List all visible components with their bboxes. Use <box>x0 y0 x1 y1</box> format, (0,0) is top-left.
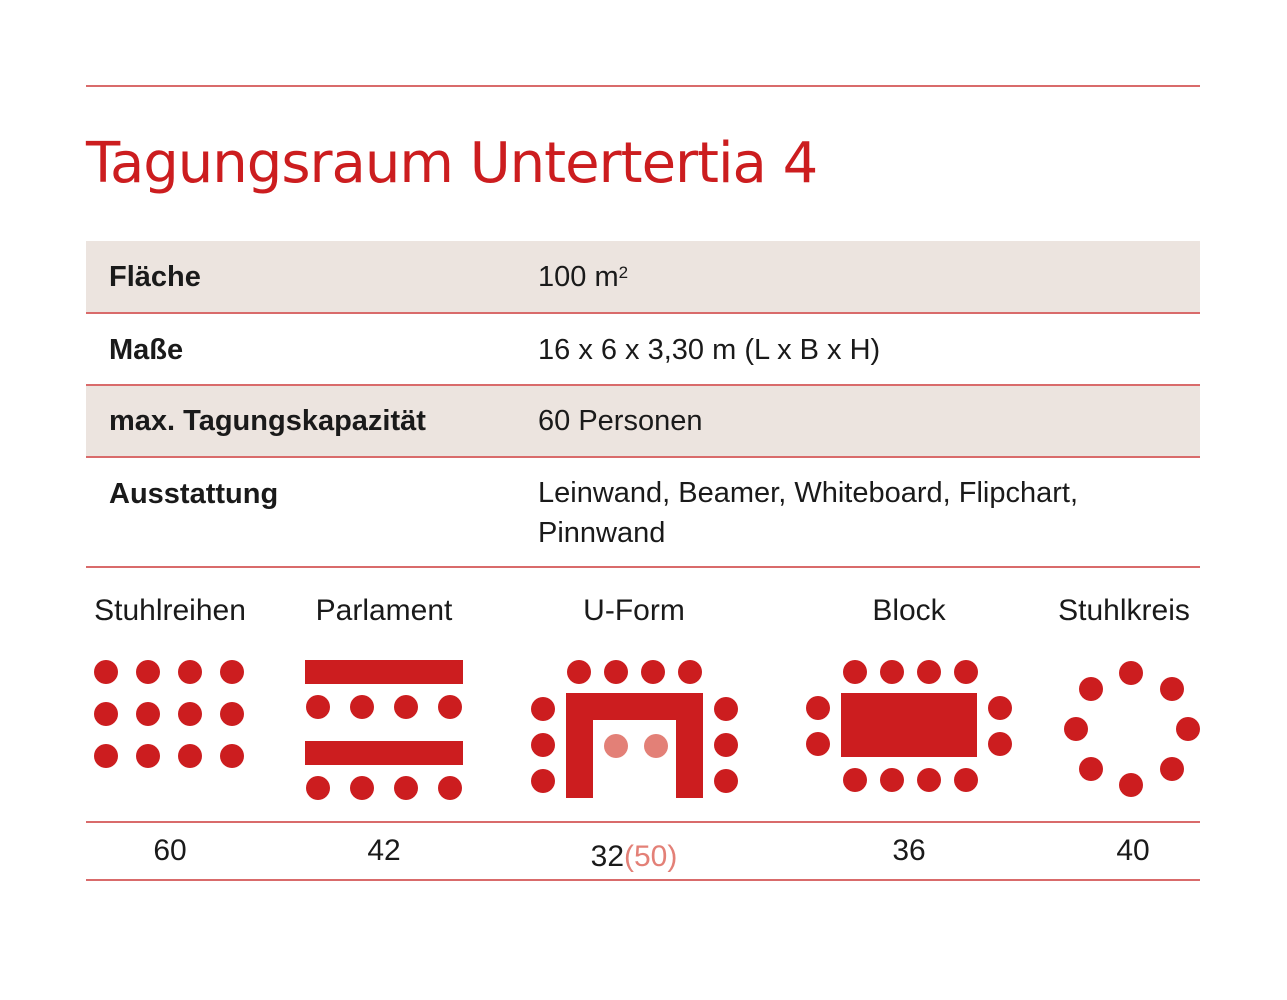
spec-label: Ausstattung <box>109 478 279 510</box>
capacity-stuhlkreis: 40 <box>1116 834 1150 867</box>
parlament-diagram <box>305 660 463 800</box>
capacity-parlament: 42 <box>367 834 401 867</box>
layout-name-stuhlreihen: Stuhlreihen <box>94 594 246 627</box>
layout-name-block: Block <box>872 594 946 627</box>
spec-label: Fläche <box>109 261 201 293</box>
capacity-u-form: 32(50) <box>590 840 678 873</box>
spec-value: 100 $m^2$ <box>538 261 629 293</box>
spec-value: 60 Personen <box>538 405 703 437</box>
bottom-rule <box>86 879 1200 881</box>
spec-label: max. Tagungskapazität <box>109 405 426 437</box>
capacity-top-rule <box>86 821 1200 823</box>
block-diagram <box>806 660 1012 792</box>
layout-name-parlament: Parlament <box>315 594 453 627</box>
capacity-u-form-alt: (50) <box>624 840 678 873</box>
spec-value: 16 x 6 x 3,30 m (L x B x H) <box>538 334 881 366</box>
u-form-diagram <box>531 660 738 798</box>
capacity-stuhlreihen: 60 <box>153 834 187 867</box>
spec-label: Maße <box>109 334 184 366</box>
page-title: Tagungsraum Untertertia 4 <box>86 131 818 196</box>
stuhlreihen-diagram <box>94 660 244 768</box>
spec-value: Leinwand, Beamer, Whiteboard, Flipchart, Pinnwand <box>538 477 1078 549</box>
layout-name-stuhlkreis: Stuhlkreis <box>1058 594 1190 627</box>
capacity-block: 36 <box>892 834 926 867</box>
stuhlkreis-diagram <box>1064 661 1200 797</box>
layout-name-u-form: U-Form <box>583 594 685 627</box>
